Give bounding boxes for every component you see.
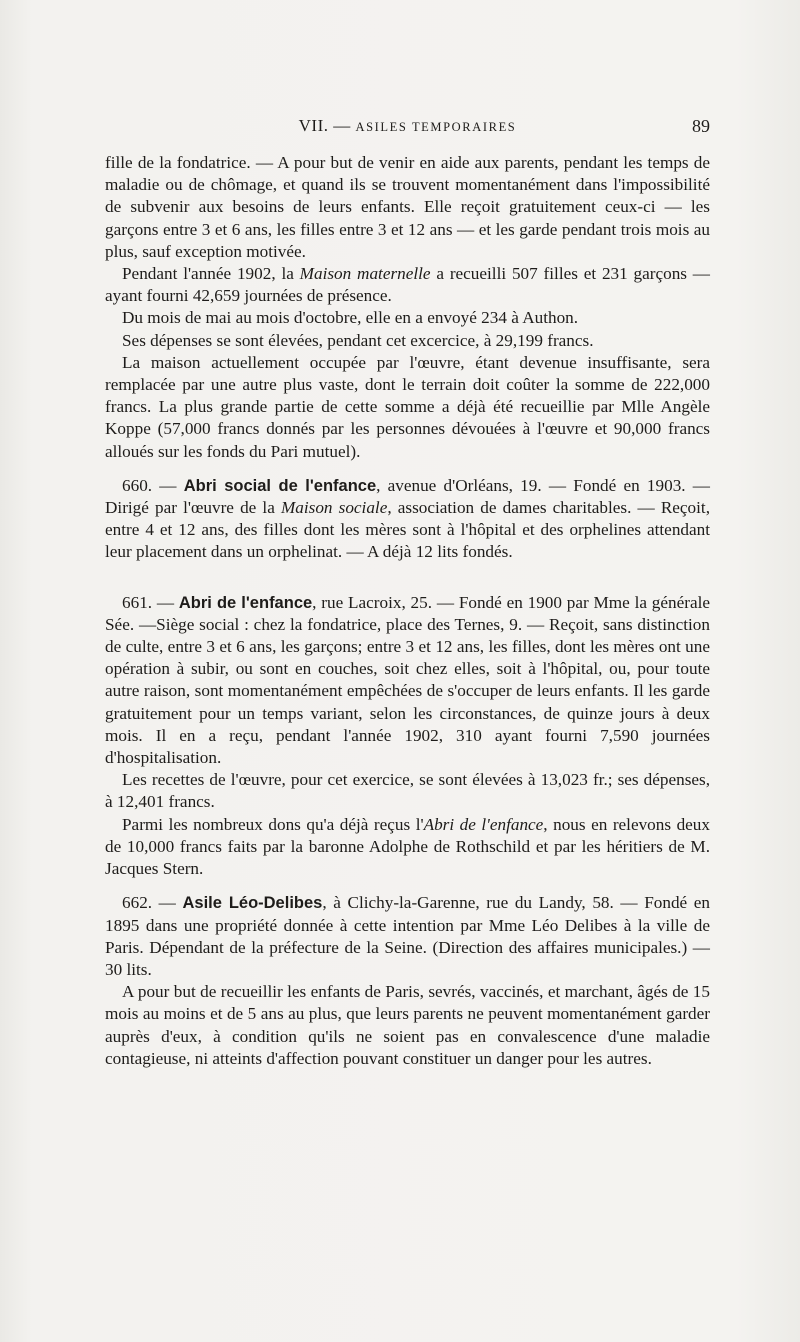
entry-heading: Abri de l'enfance — [178, 593, 313, 612]
entry-661 — [105, 592, 710, 770]
entry-660 — [105, 475, 710, 564]
paragraph-text: fille de la fondatrice. — A pour but de venir en aide aux parents, pendant les temps de maladie ou de chômage, et quand ils se trouvent momentanément dans l'impossibilité de subvenir aux besoins de leurs enfants. Elle reçoit gratuitement ceux-ci — les garçons entre 3 et 6 ans, les filles entre 3 et 12 ans — et les garde pendant trois mois au plus, sauf exception motivée. — [105, 153, 710, 261]
entry-number: 660. — — [122, 475, 184, 495]
paragraph-text: Du mois de mai au mois d'octobre, elle en a envoyé 234 à Authon. — [122, 308, 579, 328]
paragraph-text: La maison actuellement occupée par l'œuvre, étant devenue insuffisante, sera remplacée par une autre plus vaste, dont le terrain doit coûter la somme de 222,000 francs. La plus grande partie de cette somme a déjà été recueillie par Mlle Angèle Koppe (57,000 francs donnés par les personnes dévouées à l'œuvre et 90,000 francs alloués sur les fonds du Pari mutuel). — [105, 352, 710, 461]
paragraph-text: , rue Lacroix, 25. — Fondé en 1900 par Mme la générale Sée. —Siège social : chez la fondatrice, place des Ternes, 9. — Reçoit, sans distinction de culte, entre 3 et 6 ans, les garçons; entre 3 et 12 ans, les filles, dont les mères ont une opération à subir, ou sont en couches, soit chez elles, soit à l'hôpital, ou, pour toute autre raison, sont momentanément empêchées de s'occuper de leurs enfants. Il les garde gratuitement pour un temps variant, selon les circonstances, de quinze jours à deux mois. Il en a reçu, pendant l'année 1902, 310 ayant fourni 7,590 journées d'hospitalisation. — [105, 592, 710, 768]
paragraph-annee-1902 — [105, 263, 710, 307]
paragraph-but — [105, 981, 710, 1070]
paragraph-text: A pour but de recueillir les enfants de Paris, sevrés, vaccinés, et marchant, âgés de 15 mois au moins et de 5 ans au plus, que leurs parents ne peuvent momentanément garder auprès d'eux, à condition qu'ils ne soient pas en convalescence d'une maladie contagieuse, ni atteints d'affection pouvant constituer un danger pour les autres. — [105, 982, 710, 1068]
paragraph-recettes — [105, 769, 710, 813]
paragraph-text: , avenue d'Orléans, 19. — Fondé en 1903. — Dirigé par l'œuvre de la — [105, 475, 710, 518]
paragraph-text: Les recettes de l'œuvre, pour cet exercice, se sont élevées à 13,023 fr.; ses dépenses, à 12,401 francs. — [105, 770, 710, 812]
paragraph-text: , association de dames charitables. — Reçoit, entre 4 et 12 ans, des filles dont les mères sont à l'hôpital et des orphelines attendant leur placement dans un orphelinat. — A déjà 12 lits fondés. — [105, 498, 711, 562]
entry-heading: Abri social de l'enfance — [183, 476, 377, 495]
page-number: 89 — [692, 116, 710, 136]
entry-heading: Asile Léo-Delibes — [182, 894, 323, 913]
chapter-number: VII. — — [298, 116, 351, 135]
running-header — [105, 116, 710, 140]
paragraph-dons — [105, 814, 710, 881]
maison-maternelle-italic: Maison maternelle — [299, 264, 431, 284]
paragraph-text: Parmi les nombreux dons qu'a déjà reçus l' — [122, 814, 424, 834]
entry-number: 661. — — [122, 592, 179, 612]
body-text — [105, 152, 710, 1070]
chapter-title: ASILES TEMPORAIRES — [355, 120, 517, 134]
running-title — [105, 116, 710, 136]
paragraph-authon — [105, 307, 710, 329]
paragraph-depenses — [105, 330, 710, 352]
entry-number: 662. — — [122, 893, 183, 913]
paragraph-text: Ses dépenses se sont élevées, pendant cet excercice, à 29,199 francs. — [122, 330, 594, 350]
entry-662 — [105, 892, 710, 981]
maison-sociale-italic: Maison sociale — [280, 498, 388, 518]
paragraph-text: , à Clichy-la-Garenne, rue du Landy, 58. — Fondé en 1895 dans une propriété donnée à cette intention par Mme Léo Delibes à la ville de Paris. Dépendant de la préfecture de la Seine. (Direction des affaires municipales.) — 30 lits. — [105, 893, 711, 979]
paragraph-maison — [105, 352, 710, 463]
paragraph-fondatrice — [105, 152, 710, 263]
paragraph-text: Pendant l'année 1902, la — [122, 264, 300, 284]
abri-enfance-italic: Abri de l'enfance — [423, 814, 544, 834]
paragraph-text: , nous en relevons deux de 10,000 francs faits par la baronne Adolphe de Rothschild et par les héritiers de M. Jacques Stern. — [105, 814, 710, 879]
paragraph-text: a recueilli 507 filles et 231 garçons — ayant fourni 42,659 journées de présence. — [105, 264, 710, 306]
